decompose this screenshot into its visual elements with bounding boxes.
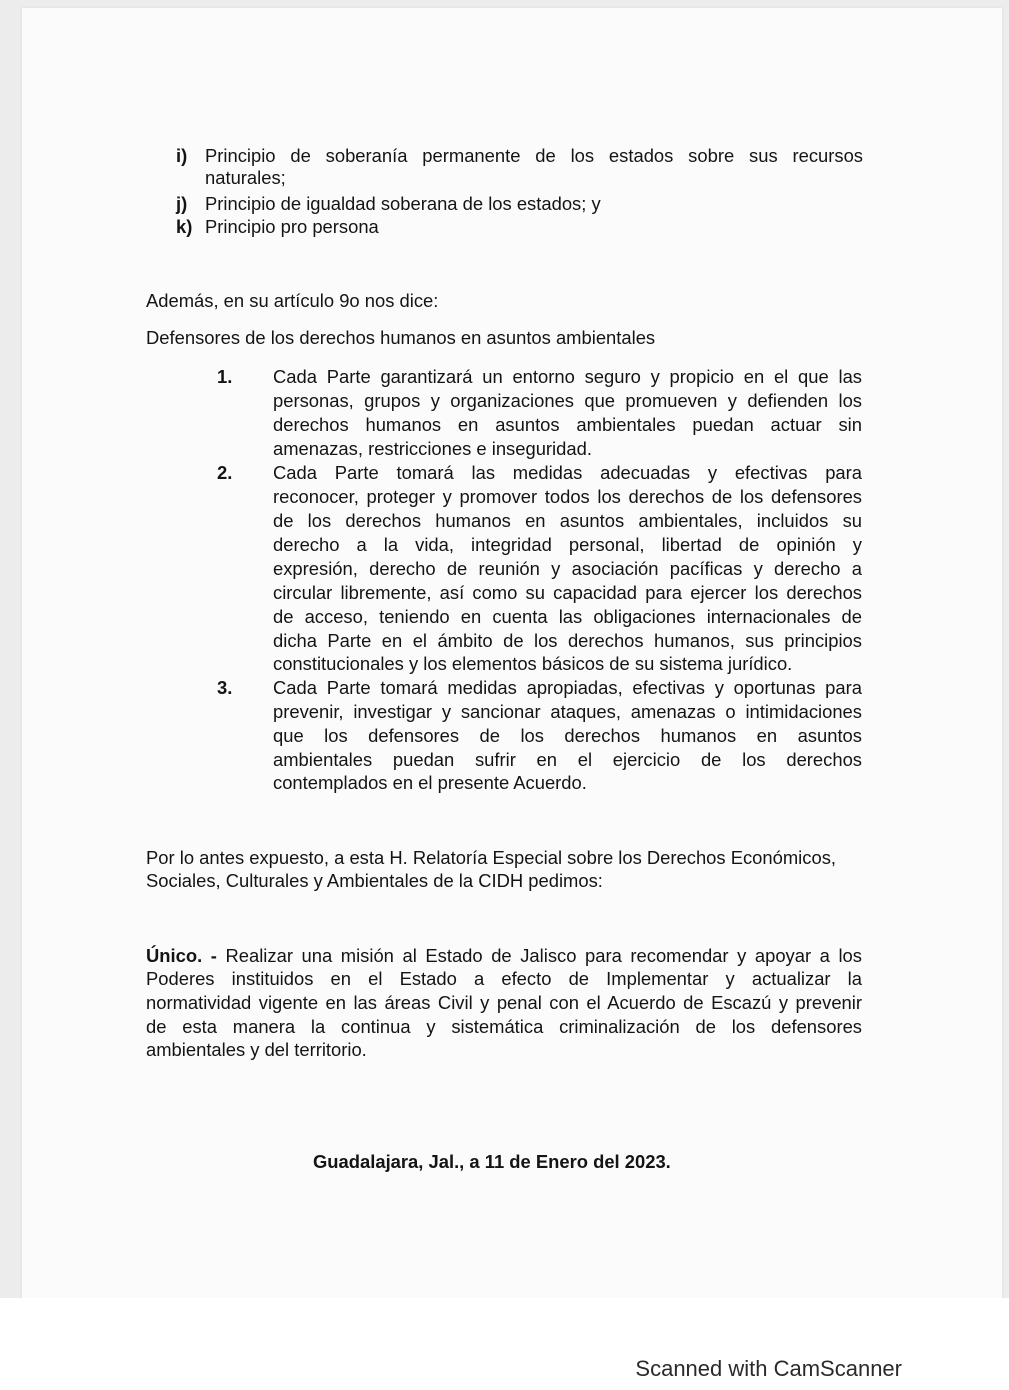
unico-line-2: Poderes instituidos en el Estado a efecto de Implementar y actualizar la bbox=[146, 968, 862, 989]
article-number-1: 1. bbox=[217, 366, 233, 387]
article-3-line-5: contemplados en el presente Acuerdo. bbox=[273, 772, 587, 793]
intro-text: Además, en su artículo 9o nos dice: bbox=[146, 290, 439, 311]
article-1-line-3: derechos humanos en asuntos ambientales puedan actuar sin bbox=[273, 414, 862, 435]
principle-k-line-1: Principio pro persona bbox=[205, 216, 379, 237]
article-3-line-1: Cada Parte tomará medidas apropiadas, efectivas y oportunas para bbox=[273, 677, 862, 698]
unico-line-3: normatividad vigente en las áreas Civil y penal con el Acuerdo de Escazú y prevenir bbox=[146, 992, 862, 1013]
article-1-line-1: Cada Parte garantizará un entorno seguro y propicio en el que las bbox=[273, 366, 862, 387]
section-heading: Defensores de los derechos humanos en asuntos ambientales bbox=[146, 327, 656, 348]
principle-j-line-1: Principio de igualdad soberana de los estados; y bbox=[205, 193, 601, 214]
article-3-line-4: ambientales puedan sufrir en el ejercicio de los derechos bbox=[273, 749, 862, 770]
article-1-line-4: amenazas, restricciones e inseguridad. bbox=[273, 438, 592, 459]
principle-marker-j: j) bbox=[176, 193, 188, 214]
principle-i-line-1: Principio de soberanía permanente de los estados sobre sus recursos bbox=[205, 145, 863, 166]
article-2-line-8: dicha Parte en el ámbito de los derechos humanos, sus principios bbox=[273, 630, 862, 651]
article-2-line-5: expresión, derecho de reunión y asociación pacíficas y derecho a bbox=[273, 558, 862, 579]
article-2-line-7: de acceso, teniendo en cuenta las obligaciones internacionales de bbox=[273, 606, 862, 627]
principle-marker-i: i) bbox=[176, 145, 188, 166]
article-2-line-4: derecho a la vida, integridad personal, libertad de opinión y bbox=[273, 534, 862, 555]
place-date-signature: Guadalajara, Jal., a 11 de Enero del 2023. bbox=[313, 1151, 671, 1172]
camscanner-watermark: Scanned with CamScanner bbox=[635, 1356, 902, 1381]
request-line-1: Por lo antes expuesto, a esta H. Relatoría Especial sobre los Derechos Económicos, bbox=[146, 847, 836, 868]
unico-label: Único. - bbox=[146, 945, 217, 966]
article-number-2: 2. bbox=[217, 462, 233, 483]
article-2-line-9: constitucionales y los elementos básicos de su sistema jurídico. bbox=[273, 653, 793, 674]
article-2-line-2: reconocer, proteger y promover todos los derechos de los defensores bbox=[273, 486, 862, 507]
unico-text-1: Realizar una misión al Estado de Jalisco para recomendar y apoyar a los bbox=[225, 945, 862, 966]
article-1-line-2: personas, grupos y organizaciones que promueven y defienden los bbox=[273, 390, 862, 411]
principle-marker-k: k) bbox=[176, 216, 193, 237]
article-2-line-6: circular libremente, así como su capacidad para ejercer los derechos bbox=[273, 582, 862, 603]
article-number-3: 3. bbox=[217, 677, 233, 698]
unico-line-4: de esta manera la continua y sistemática criminalización de los defensores bbox=[146, 1016, 862, 1037]
article-3-line-3: que los defensores de los derechos humanos en asuntos bbox=[273, 725, 862, 746]
principle-i-line-2: naturales; bbox=[205, 167, 286, 188]
article-3-line-2: prevenir, investigar y sancionar ataques, amenazas o intimidaciones bbox=[273, 701, 862, 722]
article-2-line-1: Cada Parte tomará las medidas adecuadas y efectivas para bbox=[273, 462, 862, 483]
unico-line-5: ambientales y del territorio. bbox=[146, 1039, 367, 1060]
request-line-2: Sociales, Culturales y Ambientales de la CIDH pedimos: bbox=[146, 870, 603, 891]
unico-line-1 bbox=[146, 945, 862, 967]
article-2-line-3: de los derechos humanos en asuntos ambientales, incluidos su bbox=[273, 510, 862, 531]
